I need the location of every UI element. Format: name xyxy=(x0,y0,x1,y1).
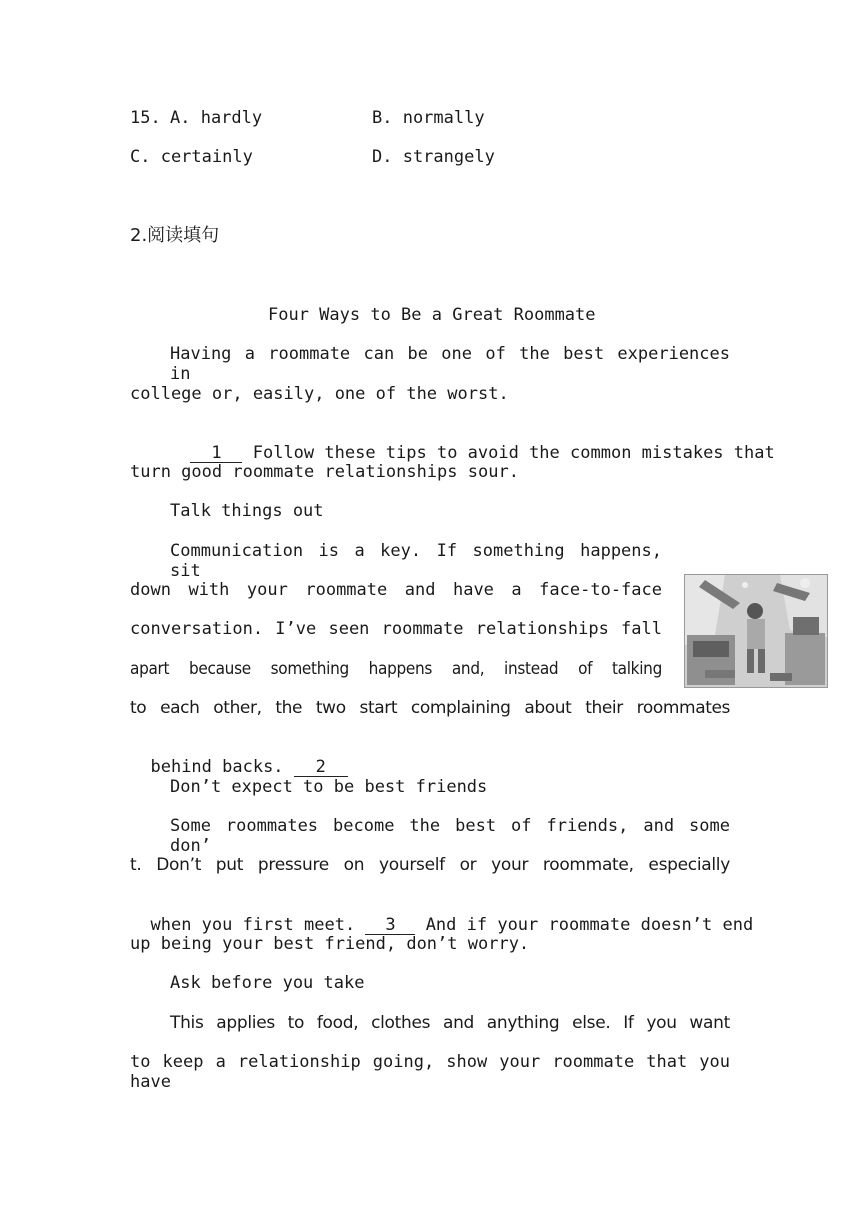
para4-text-b: And if your roommate doesn’t end xyxy=(425,915,754,935)
para3-line5: to each other, the two start complaining about their roommates xyxy=(130,698,730,718)
para4-line3 xyxy=(130,895,753,935)
messy-room-illustration xyxy=(684,574,828,688)
para1-line1: Having a roommate can be one of the best experiences in xyxy=(170,344,730,384)
para4-line2: t. Don’t put pressure on yourself or your roommate, especially xyxy=(130,855,730,875)
para3-line4: apart because something happens and, instead of talking xyxy=(130,659,662,679)
blank-3[interactable]: 3 xyxy=(365,916,415,935)
para3-line3: conversation. I’ve seen roommate relationships fall xyxy=(130,619,662,639)
option-a: A. hardly xyxy=(170,108,263,128)
option-d: D. strangely xyxy=(372,147,495,167)
para2-text: Follow these tips to avoid the common mistakes that xyxy=(252,443,775,463)
option-c: C. certainly xyxy=(130,147,253,167)
subheading-ask: Ask before you take xyxy=(170,973,365,993)
para4-line4: up being your best friend, don’t worry. xyxy=(130,934,530,954)
para2-line2: turn good roommate relationships sour. xyxy=(130,462,519,482)
para5-line2: to keep a relationship going, show your roommate that you have xyxy=(130,1052,730,1092)
subheading-friends: Don’t expect to be best friends xyxy=(170,777,488,797)
para3-line6 xyxy=(130,737,348,777)
blank-1[interactable]: 1 xyxy=(190,444,242,463)
option-b: B. normally xyxy=(372,108,485,128)
para3-line1: Communication is a key. If something happens, sit xyxy=(170,541,662,581)
para4-text-a: when you first meet. xyxy=(150,915,356,935)
para5-line1: This applies to food, clothes and anything else. If you want xyxy=(170,1013,730,1033)
para3-line2: down with your roommate and have a face-to-face xyxy=(130,580,662,600)
q15-number: 15. xyxy=(130,108,161,128)
para4-line1: Some roommates become the best of friends, and some don’ xyxy=(170,816,730,856)
para2-line1 xyxy=(170,423,775,463)
blank-2[interactable]: 2 xyxy=(294,758,348,777)
article-title: Four Ways to Be a Great Roommate xyxy=(268,305,596,325)
para1-line2: college or, easily, one of the worst. xyxy=(130,384,509,404)
subheading-talk: Talk things out xyxy=(170,501,324,521)
section-heading: 2.阅读填句 xyxy=(130,225,220,246)
para3-text: behind backs. xyxy=(150,757,284,777)
